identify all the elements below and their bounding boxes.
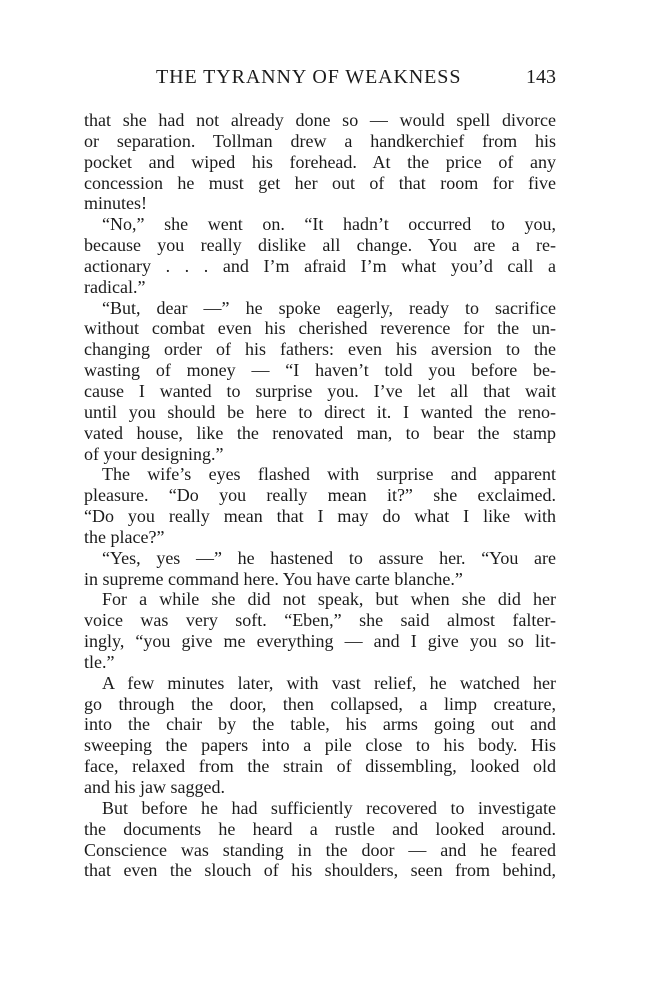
text-line: the place?”	[84, 526, 165, 547]
text-line: ingly, “you give me everything — and I give you so lit-	[84, 631, 556, 652]
text-line: face, relaxed from the strain of dissembling, looked old	[84, 756, 556, 777]
paragraph-start-line: A few minutes later, with vast relief, he watched her	[102, 672, 556, 693]
text-line: or separation. Tollman drew a handkerchief from his	[84, 130, 556, 151]
text-line: into the chair by the table, his arms going out and	[84, 714, 556, 735]
text-line: vated house, like the renovated man, to bear the stamp	[84, 422, 556, 443]
text-line: in supreme command here. You have carte blanche.”	[84, 568, 463, 589]
page-number: 143	[526, 66, 556, 88]
body-text	[84, 110, 556, 881]
text-line: actionary . . . and I’m afraid I’m what you’d call a	[84, 255, 556, 276]
paragraph-start-line: For a while she did not speak, but when she did her	[102, 589, 556, 610]
text-line: concession he must get her out of that room for five	[84, 172, 556, 193]
paragraph-start-line: But before he had sufficiently recovered to investigate	[102, 797, 556, 818]
text-line: cause I wanted to surprise you. I’ve let all that wait	[84, 380, 556, 401]
text-line: without combat even his cherished reverence for the un-	[84, 318, 556, 339]
text-line: tle.”	[84, 651, 115, 672]
paragraph-start-line: “No,” she went on. “It hadn’t occurred to you,	[102, 214, 556, 235]
text-line: of your designing.”	[84, 443, 224, 464]
text-line: pocket and wiped his forehead. At the price of any	[84, 151, 556, 172]
text-line: because you really dislike all change. You are a re-	[84, 235, 556, 256]
text-line: sweeping the papers into a pile close to his body. His	[84, 735, 556, 756]
running-head	[84, 66, 556, 94]
paragraph-start-line: The wife’s eyes flashed with surprise and apparent	[102, 464, 556, 485]
text-line: pleasure. “Do you really mean it?” she exclaimed.	[84, 485, 556, 506]
text-line: “Do you really mean that I may do what I like with	[84, 506, 556, 527]
text-line: wasting of money — “I haven’t told you before be-	[84, 360, 556, 381]
paragraph-start-line: “But, dear —” he spoke eagerly, ready to sacrifice	[102, 297, 556, 318]
text-line: Conscience was standing in the door — and he feared	[84, 839, 556, 860]
text-line: changing order of his fathers: even his aversion to the	[84, 339, 556, 360]
text-line: until you should be here to direct it. I wanted the reno-	[84, 401, 556, 422]
text-line: go through the door, then collapsed, a limp creature,	[84, 693, 556, 714]
text-line: voice was very soft. “Eben,” she said almost falter-	[84, 610, 556, 631]
text-line: that she had not already done so — would spell divorce	[84, 110, 556, 130]
text-line: minutes!	[84, 193, 147, 214]
text-line: radical.”	[84, 276, 146, 297]
text-line: that even the slouch of his shoulders, seen from behind,	[84, 860, 556, 881]
paragraph-start-line: “Yes, yes —” he hastened to assure her. “You are	[102, 547, 556, 568]
text-line: and his jaw sagged.	[84, 777, 225, 797]
running-title: THE TYRANNY OF WEAKNESS	[156, 66, 462, 88]
text-line: the documents he heard a rustle and looked around.	[84, 818, 556, 839]
